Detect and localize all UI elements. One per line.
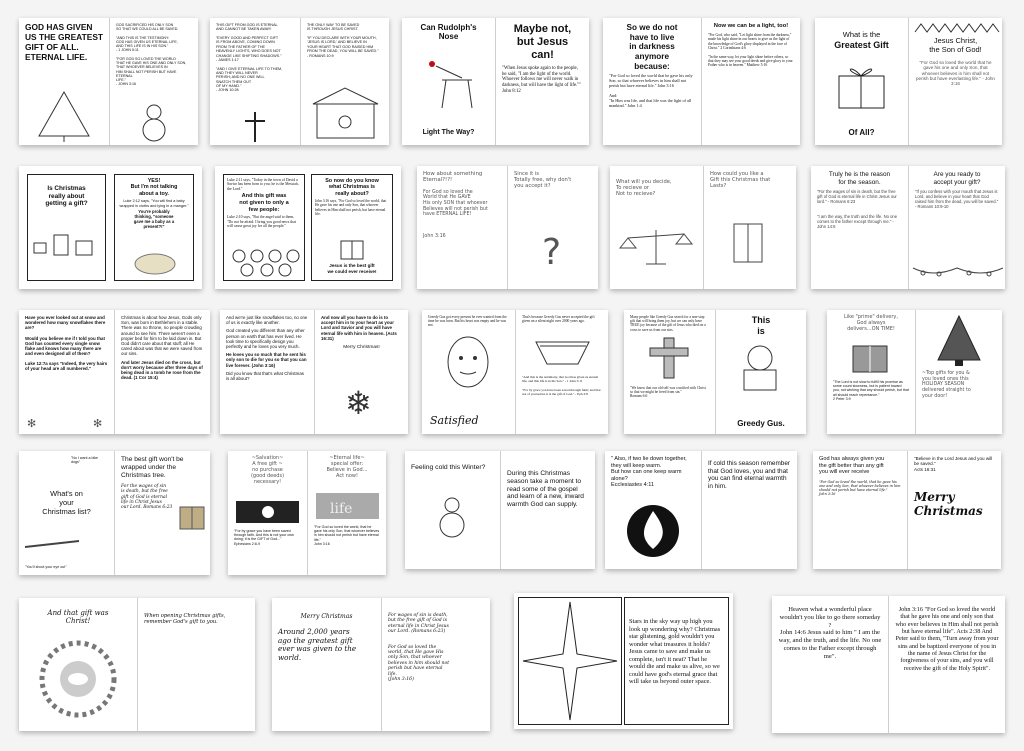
card-12-left-text4: Did you know that that's what Christmas is all about?	[226, 370, 304, 381]
card-2-left	[210, 18, 300, 145]
card-6-right-title: YES! But I'm not talking about a toy.	[130, 178, 178, 197]
card-16-right-body: For the wages of sin is death, but the free gift of God is eternal life in Christ Jesus our Lord. Romans 6:23	[121, 484, 173, 511]
gift-box-icon	[827, 340, 915, 376]
card-12-left-text3: He loves you so much that he sent his only son to die for you so that you can live forever. (John 3:16)	[226, 352, 307, 368]
card-8-left-title: How about something Eternal?!?!	[423, 171, 483, 184]
card-8-left-body: For God so loved the World that He GAVE His only SON that whoever Believes will not perish but have ETERNAL LIFE!	[423, 189, 488, 218]
card-6-right-body: Luke 2:12 says, "You will find a baby wrapped in cloths and lying in a manger."	[119, 199, 189, 208]
card-9-left	[610, 166, 703, 289]
card-9-left-text: What will you decide, To recieve or Not to recieve?	[616, 179, 672, 198]
card-16-left	[19, 451, 114, 575]
card-3[interactable]	[402, 18, 589, 145]
card-10-left-title: Truly he is the reason for the season.	[828, 171, 891, 186]
christmas-tree-icon	[19, 84, 109, 144]
card-18[interactable]	[405, 451, 595, 569]
card-19-right	[701, 451, 797, 569]
card-8-right-text: Since it is Totally free, why don't you accept it?	[514, 171, 572, 190]
card-15-right	[915, 310, 1002, 434]
card-11-right-text1: Christmas is about how Jesus, Gods only Son, was born in Bethlehem in a stable. There was no throne, no people crowding around to see him. There weren't even a proper bed for him to be laid down in. But God didn't care about that stuff; all He cared about was that we were saved from our sins.	[121, 315, 203, 357]
card-21-left	[19, 598, 137, 731]
card-12-right-text1: And now all you have to do is to accept him in to your heart as your Lord and Savior and you will have eternal life with him in heaven. (Acts 16:31)	[321, 315, 397, 341]
rifle-icon	[19, 535, 114, 555]
card-7-right-frame	[311, 174, 393, 281]
card-1-right	[109, 18, 198, 145]
card-21-right-text: When opening Christmas gifts, remember God's gift to you.	[144, 613, 226, 626]
card-13-right	[515, 310, 608, 434]
card-11-left-verse: Luke 12:7a says "Indeed, the very hairs of your head are all numbered."	[25, 360, 108, 371]
svg-text:✻: ✻	[93, 418, 103, 430]
card-8-left-ref: John 3:16	[423, 234, 446, 240]
card-17-left-title: ~Salvation~ A free gift ~ no purchase (good deeds) necessary!	[250, 455, 285, 485]
sand-writing-icon	[308, 491, 386, 521]
manger-icon	[516, 332, 608, 372]
card-9-right-text: How could you like a Gift this Christmas that Lasts?	[710, 171, 771, 190]
card-5-left-title: Greatest Gift	[834, 39, 889, 50]
card-21-left-text: And that gift was Christ!	[47, 609, 109, 626]
card-10-right-body: "If you confess with your mouth that Jesus is Lord, and believe in your heart that God raised him from the dead, you will be saved." - Romans 10:9-10	[915, 189, 999, 209]
card-21[interactable]	[19, 598, 255, 731]
card-2-left-text: THIS GIFT FROM GOD IS ETERNAL AND CANNOT BE TAKEN AWAY! "EVERY GOOD AND PERFECT GIFT IS FROM ABOVE, COMING DOWN FROM THE FATHER OF THE HEAVENLY LIGHTS, WHO DOES NOT CHANGE LIKE SHIFTING SHADOWS." - JAMES 1:17 "AND I GIVE ETERNAL LIFE TO THEM, AND THEY WILL NEVER PERISH; AND NO ONE WILL SNATCH THEM OUT OF MY HAND." - JOHN 10:28	[216, 23, 283, 93]
card-4-right	[701, 18, 800, 145]
card-15-left-body: "The Lord is not slow to fulfill his promise as some count slowness, but is patient toward you, not wishing that any should perish, but that all should reach repentance." 2 Peter 3:9	[833, 380, 909, 401]
reindeer-icon	[402, 46, 495, 116]
card-16-left-quote1: "No I want a bike dogs"	[71, 456, 99, 465]
card-5[interactable]	[815, 18, 1002, 145]
card-12-right-text2: Merry Christmas!	[343, 344, 380, 350]
card-18-right-text: During this Christmas season take a moment to read some of the gospel and learn of a new, inward warmth God can supply.	[507, 470, 584, 509]
card-13-left-bottom: Satisfied	[430, 414, 479, 428]
card-12-left-text2: God created you different than any other person on earth that has ever lived. He took time to specifically design you perfectly and he loves you very much.	[226, 328, 305, 349]
card-6-left-text: Is Christmas really about getting a gift?	[45, 185, 88, 208]
card-4-right-body: "For God, who said, "Let light shine from the darkness," made his light shine in our hearts to give us the light of the knowledge of God's glory displayed in the face of Christ." 2 Corinthians 4:6 "In the same way, let your light shine before others, so that they may see your good deeds and give glory to your Father who is in heaven." Matthew 5:16	[708, 32, 793, 68]
nativity-rays-icon	[19, 636, 137, 722]
card-22-right-text1: For wages of sin is death, but the free gift of God is eternal life in Christ Jesus our Lord. (Romans 6:23)	[388, 613, 449, 635]
svg-text:life: life	[330, 501, 353, 517]
card-10-left-body1: "For the wages of sin is death, but the free gift of God is eternal life in Christ Jesus our lord." - Romans 6:23	[817, 189, 897, 204]
card-6-right-frame	[114, 174, 194, 281]
card-23-left-frame	[518, 597, 622, 725]
card-8-left	[417, 166, 507, 289]
svg-text:?: ?	[542, 232, 562, 273]
card-12-left-text1: And we're just like snowflakes too, no one of us is exactly like another.	[226, 315, 308, 326]
card-5-left-bottom: Of All?	[848, 127, 875, 137]
cross-icon	[624, 336, 715, 380]
card-2-right-text: THE ONLY WAY TO BE SAVED IS THROUGH JESUS CHRIST. "IF YOU DECLARE WITH YOUR MOUTH, 'JESUS IS LORD,' AND BELIEVE IN YOUR HEART THAT GOD RAISED HIM FROM THE DEAD, YOU WILL BE SAVED." - ROMANS 10:9	[307, 23, 379, 58]
card-5-left	[815, 18, 908, 145]
card-13-right-top: That's because Greedy Gus never accepted the gift given on a silent night over 2000 years ago.	[522, 315, 595, 324]
snowman-icon	[405, 491, 500, 549]
card-20[interactable]	[813, 451, 1001, 569]
card-19[interactable]	[605, 451, 797, 569]
card-20-left-body: "For God so loved the world, that he gave his one and only Son, that whoever believes in him should not perish but have eternal life." John 3:16	[819, 479, 901, 496]
card-13-right-body: "And this is the testimony, that God has given us eternal life, and this life is in his Son." - 1 John 5:11 "For by grace you have been saved through faith; and that not of yourselves it is the gift of God." - Eph 2:8	[522, 375, 601, 396]
card-16-right-title: The best gift won't be wrapped under the Christmas tree.	[121, 456, 184, 479]
card-24-right-text: John 3:16 "For God so loved the world that he gave his one and only son that who ever believes in Him shall not perish but have eternal life". Acts 2:38 And Peter said to them, "Turn away from your sins and be baptized everyone of you in the name of Jesus Christ for the forgiveness of your sins, and you will receive the gift of the Holy Spirit".	[895, 606, 999, 672]
greedy-gus-icon	[716, 340, 806, 394]
card-20-right-title: Merry Christmas	[914, 490, 983, 519]
card-11-left	[19, 310, 114, 434]
card-12-right	[314, 310, 408, 434]
card-22-left-body: Around 2,000 years ago the greatest gift ever was given to the world.	[278, 627, 357, 662]
card-22-right	[381, 598, 490, 731]
card-3-left	[402, 18, 495, 145]
card-22[interactable]	[272, 598, 490, 731]
card-15-right-text: ~Top gifts for you & you loved ones this HOLIDAY SEASON delivered straight to your door!	[922, 371, 971, 399]
card-22-left	[272, 598, 381, 731]
card-17-right-body: "For God so loved the world, that he gave his only Son, that whoever believes in him should not perish but have eternal life." John 3:16	[314, 525, 380, 546]
presents-icon	[28, 227, 107, 267]
card-24-right	[888, 596, 1005, 733]
gift-box-icon	[815, 62, 908, 110]
card-11-right	[114, 310, 210, 434]
card-4[interactable]	[603, 18, 800, 145]
card-10-left-body2: "I am the way, the truth and the life. No one comes to the father except through me." - John 14:6	[817, 213, 898, 229]
card-14-right	[715, 310, 806, 434]
card-11-right-text2: And later Jesus died on the cross, but don't worry because after three days of being dead in a tomb he rose from the dead. (1 Cor 15:4)	[121, 359, 203, 381]
card-16-left-title: What's on your Christmas list?	[42, 489, 91, 516]
card-19-right-text: If cold this season remember that God loves, you and that you can find eternal warmth in him.	[708, 460, 791, 490]
card-18-right	[500, 451, 595, 569]
snowflake-icon	[19, 414, 114, 430]
card-3-left-bottom: Light The Way?	[422, 128, 475, 136]
card-5-right-title: Jesus Christ, the Son of God!	[929, 36, 982, 54]
card-5-right-body: "For God so loved the world that he gave his one and only Son, that whoever believes in him shall not perish but have everlasting life." - John 3:16	[915, 59, 995, 87]
card-20-left	[813, 451, 907, 569]
card-10-left	[811, 166, 908, 289]
card-1-left	[19, 18, 109, 145]
card-17[interactable]	[228, 451, 386, 575]
card-21-right	[137, 598, 255, 731]
card-5-left-top: What is the	[842, 30, 881, 39]
card-8[interactable]	[417, 166, 598, 289]
card-13-left	[422, 310, 515, 434]
card-23-right-frame	[624, 597, 729, 725]
star-icon	[519, 598, 621, 724]
card-24-left-text: Heaven what a wonderful place wouldn't you like to go there someday ? John 14:6 Jesus said to him " I am the way, and the truth, and the life. No one comes to the Father except through me".	[778, 606, 882, 660]
card-9-right	[703, 166, 796, 289]
card-20-right	[907, 451, 1001, 569]
card-17-left-body: "For by grace you have been saved through faith. And this is not your own doing; it is the GIFT of God..." Ephesians 2:8-9	[234, 529, 294, 546]
card-5-right	[908, 18, 1002, 145]
scale-icon	[610, 226, 703, 270]
flame-icon	[605, 499, 701, 563]
gift-box-icon	[315, 235, 391, 261]
card-1[interactable]	[19, 18, 198, 145]
card-10-right	[908, 166, 1005, 289]
light-rays-icon	[228, 499, 307, 525]
card-24-left	[772, 596, 888, 733]
svg-text:❄: ❄	[345, 385, 372, 421]
card-12[interactable]	[220, 310, 408, 434]
card-7-right-title: So now do you know what Christmas is really about?	[325, 178, 379, 197]
card-22-right-text2: For God so loved the world, that He gave His only Son, that whoever believes in him should not perish but have eternal life. (John 3:16)	[388, 644, 450, 683]
card-3-right-title: Maybe not, but Jesus can!	[513, 23, 572, 61]
card-2[interactable]	[210, 18, 389, 145]
card-19-left-body: " Also, if two lie down together, they will keep warm. But how can one keep warm alone? Ecclesiastes 4:11	[611, 456, 687, 489]
card-7-left-body: Luke 2:10 says, "But the angel said to them, "Do not be afraid. I bring you good news that will cause great joy for all the people."	[227, 215, 297, 229]
faces-icon	[227, 247, 303, 277]
card-2-right	[300, 18, 389, 145]
card-7-left-frame	[223, 174, 305, 281]
card-6-right-bottom: You're probably thinking, "someone gave me a baby as a present?!"	[133, 209, 175, 229]
card-17-right	[307, 451, 386, 575]
boy-face-icon	[422, 330, 515, 394]
card-14-left-body: "We know that our old self was crucified with Christ so that we might be freed from sin." Romans 6:6	[630, 386, 706, 399]
string-lights-icon	[909, 262, 1005, 280]
card-7-right-body: John 3:16 says, "For God so loved the world, that He gave his one and only Son, that whoever believes in Him shall not perish, but have eternal life.	[315, 199, 387, 216]
snowflake-icon	[315, 378, 408, 424]
card-15[interactable]	[827, 310, 1002, 434]
card-20-right-quote: "Believe in the Lord Jesus and you will be saved." Acts 16:31	[914, 456, 993, 472]
nativity-icon	[301, 84, 389, 142]
card-19-left	[605, 451, 701, 569]
card-7[interactable]	[215, 166, 401, 289]
card-15-left	[827, 310, 915, 434]
card-7-left-title: And this gift was not given to only a few people:	[239, 193, 289, 213]
card-23[interactable]	[514, 593, 733, 729]
card-3-left-top: Can Rudolph's Nose	[420, 23, 477, 42]
snowman-icon	[110, 100, 198, 144]
gift-box-icon	[704, 216, 796, 266]
card-12-left	[220, 310, 314, 434]
card-4-right-title: Now we can be a light, too!	[713, 23, 789, 29]
card-20-left-title: God has always given you the gift better than any gift you will ever receive	[819, 456, 885, 476]
card-15-left-title: Like "prime" delivery, God always delivers...ON TIME!	[844, 314, 898, 332]
card-4-left	[603, 18, 701, 145]
card-13-left-top: Greedy Gus got every present he ever wanted from the time he was born. But his heart was empty and he was not.	[428, 315, 507, 328]
card-13[interactable]	[422, 310, 608, 434]
card-18-left	[405, 451, 500, 569]
manger-icon	[118, 249, 192, 279]
card-16-left-quote2: "You'll shoot your eye out"	[25, 564, 67, 569]
question-mark-icon	[508, 224, 598, 274]
card-14-left	[624, 310, 715, 434]
card-14[interactable]	[624, 310, 806, 434]
card-17-left	[228, 451, 307, 575]
card-16-right	[114, 451, 210, 575]
card-18-left-text: Feeling cold this Winter?	[411, 464, 486, 471]
card-1-left-text: GOD HAS GIVEN US THE GREATEST GIFT OF ALL. ETERNAL LIFE.	[25, 22, 104, 62]
svg-text:✻: ✻	[27, 418, 37, 430]
card-4-left-title: So we do not have to live in darkness anymore because:	[626, 23, 678, 71]
card-7-right-bottom: Jesus is the best gift we could ever receive!	[327, 263, 377, 274]
card-16[interactable]	[19, 451, 210, 575]
card-9[interactable]	[610, 166, 796, 289]
card-4-left-body: "For God so loved the world that he gave his only Son, so that whoever believes in him shall not perish but have eternal life." John 3:16 And: "In Him was life, and that life was the light of all mankind." John 1:4	[609, 73, 693, 109]
card-14-right-bottom: Greedy Gus.	[737, 418, 785, 428]
christmas-tree-icon	[916, 312, 1002, 368]
card-11-left-text: Have you ever looked out at snow and wondered how many snowflakes there are? Would you believe me if I told you that God has counted every single snow flake and knows how many there are and even designed all of them?	[25, 315, 106, 357]
card-8-right	[507, 166, 598, 289]
card-6-left-frame	[27, 174, 106, 281]
card-6[interactable]	[19, 166, 202, 289]
card-22-left-top: Merry Christmas	[300, 613, 353, 620]
zigzag-border-icon	[909, 22, 1002, 36]
card-11[interactable]	[19, 310, 210, 434]
card-3-right	[495, 18, 589, 145]
card-7-left-top: Luke 2:11 says, "Today in the town of David a Savior has been born to you; he is the Messiah, the Lord."	[227, 178, 299, 191]
cross-icon	[210, 110, 300, 144]
gift-box-icon	[177, 501, 207, 531]
card-10[interactable]	[811, 166, 1005, 289]
card-24[interactable]	[772, 596, 1005, 733]
card-10-right-title: Are you ready to accept your gift?	[933, 171, 981, 186]
card-14-right-title: This is	[751, 315, 771, 336]
card-1-right-text: GOD SACRIFICED HIS ONLY SON SO THAT WE COULD ALL BE SAVED. "AND THIS IS THE TESTIMONY: GOD HAS GIVEN US ETERNAL LIFE, AND THIS LIFE IS IN HIS SON." - 1 JOHN 5:11 "FOR GOD SO LOVED THE WORLD THAT HE GAVE HIS ONE AND ONLY SON, THAT WHOEVER BELIEVES IN HIM SHALL NOT PERISH BUT HAVE ETERNAL LIFE." - JOHN 3:16	[116, 23, 187, 87]
card-3-right-body: "When Jesus spoke again to the people, he said, "I am the light of the world. Whoever follows me will never walk in darkness, but will have the light of life."" John 8:12	[502, 65, 582, 94]
card-17-right-title: ~Eternal life~ special offer: Believe in God... Act now!	[326, 455, 368, 479]
card-23-right-text: Stars in the sky way up high you look up wondering why? Christmas star glistening, gold wouldn't you wonder what treasures it holds? Jesus came to save and make us complete, isn't it neat? That he would die and make us alive, so we could have god's eternal grace that will take us beyond outer space.	[629, 618, 721, 686]
card-14-left-top: Many people like Greedy Gus search for a non-stop gift that will bring them joy, but we can only have TRUE joy because of the gift of Jesus who died on a cross to save us from our sins.	[630, 315, 706, 332]
